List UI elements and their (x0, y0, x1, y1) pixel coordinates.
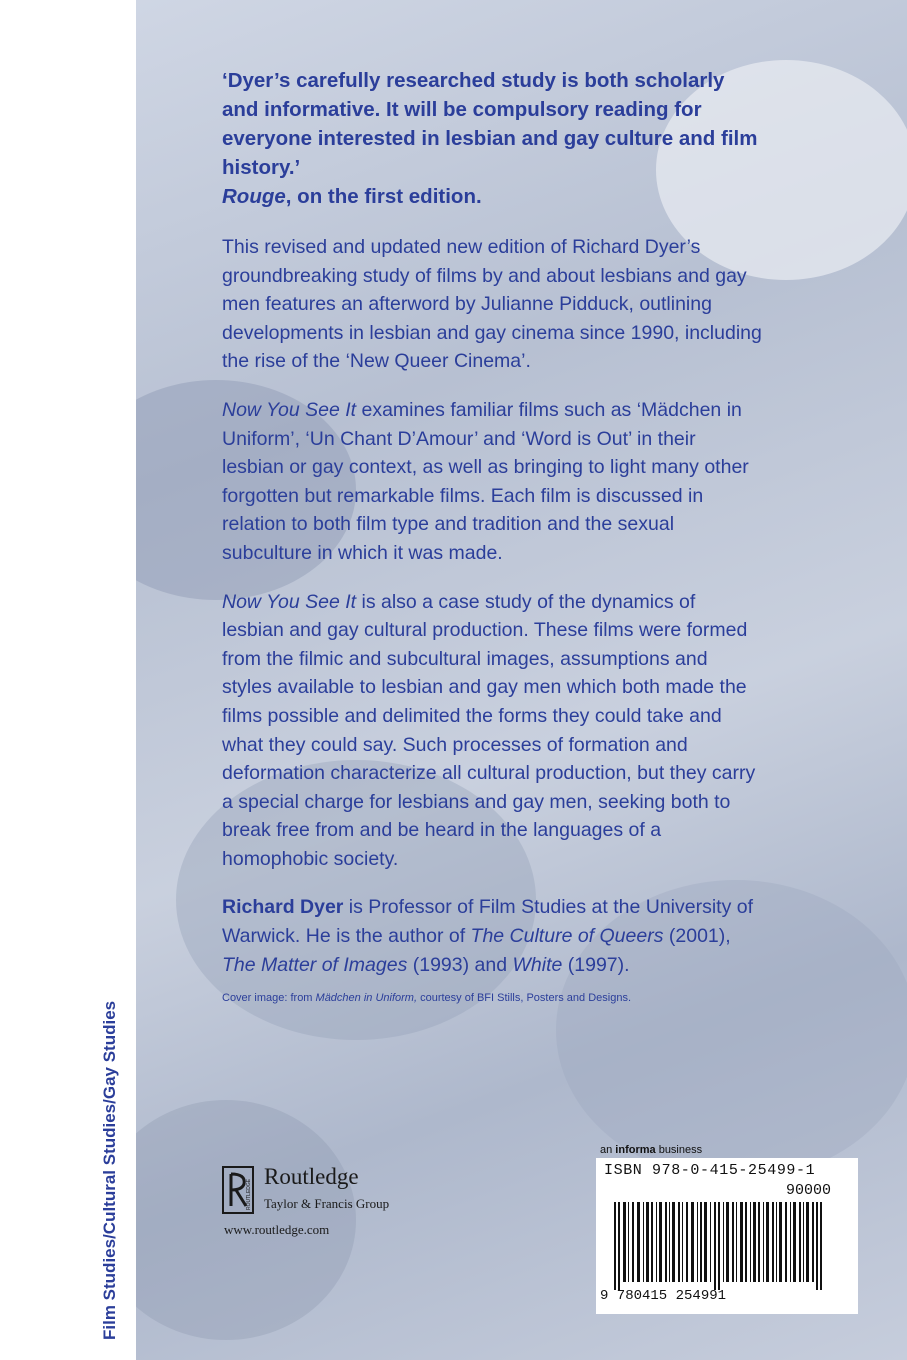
paragraph-text: is also a case study of the dynamics of lesbian and gay cultural production. These films were formed from the filmic and subcultural images, assumptions and styles available to lesbian and gay men which both made the films possible and delimited the forms they could take and what they could say. Such processes of formation and deformation characterize all cultural production, but they carry a special charge for lesbians and gay men, seeking both to break free from and be heard in the languages of a homophobic society. (222, 590, 756, 870)
description-paragraph-1: This revised and updated new edition of Richard Dyer’s groundbreaking study of films by and about lesbians and gay men features an afterword by Julianne Pidduck, outlining developments in lesbian and gay cinema since 1990, including the rise of the ‘New Queer Cinema’. (222, 236, 762, 373)
credit-film-title: Mädchen in Uniform, (315, 992, 418, 1005)
bio-text: is Professor of Film Studies at the University of Warwick. He is the author of (222, 896, 754, 948)
spine-strip (0, 0, 136, 1360)
barcode-digits: 9 780415 254991 (600, 1288, 727, 1304)
review-quote (222, 66, 762, 211)
book-title: Now You See It (222, 398, 357, 421)
informa-tagline (600, 1144, 702, 1156)
barcode-icon (602, 1202, 852, 1290)
author-name: Richard Dyer (222, 896, 344, 919)
bio-text: (2001), (663, 925, 731, 948)
price-code: 90000 (786, 1182, 832, 1199)
informa-brand: informa (615, 1144, 656, 1156)
publisher-url: www.routledge.com (224, 1222, 330, 1237)
bio-text: (1993) and (407, 953, 513, 976)
publisher-block (222, 1162, 462, 1242)
isbn-number: ISBN 978-0-415-25499-1 (604, 1162, 816, 1179)
logo-text: ROUTLEDGE (246, 1178, 252, 1210)
quote-source-title: Rouge (222, 185, 286, 208)
paragraph-text: examines familiar films such as ‘Mädchen in Uniform’, ‘Un Chant D’Amour’ and ‘Word is Out’ in their lesbian or gay context, as well as bringing to light many other forgotten but remarkable films. Each film is discussed in relation to both film type and tradition and the sexual subculture in which it was made. (222, 398, 749, 564)
cover-image-credit (222, 991, 762, 1005)
bio-text: (1997). (562, 953, 630, 976)
description-paragraph-2 (222, 396, 762, 568)
author-book-title: The Matter of Images (222, 953, 408, 976)
credit-text: courtesy of BFI Stills, Posters and Designs. (417, 992, 632, 1005)
publisher-group: Taylor & Francis Group (264, 1196, 390, 1211)
book-title: Now You See It (222, 590, 357, 613)
credit-text: Cover image: from (222, 992, 316, 1005)
publisher-name: Routledge (264, 1164, 359, 1189)
back-cover-text (222, 66, 762, 1005)
description-paragraph-3 (222, 588, 762, 874)
author-book-title: The Culture of Queers (470, 925, 664, 948)
quote-source-rest: , on the first edition. (285, 185, 482, 208)
quote-text: ‘Dyer’s carefully researched study is both scholarly and informative. It will be compulsory reading for everyone interested in lesbian and gay culture and film history.’ (222, 69, 758, 179)
informa-text: an (600, 1144, 616, 1156)
barcode-panel (596, 1158, 858, 1314)
routledge-logo-icon (222, 1166, 254, 1214)
informa-text: business (655, 1144, 703, 1156)
subject-category-label: Film Studies/Cultural Studies/Gay Studies (100, 1000, 119, 1340)
author-bio (222, 893, 762, 979)
author-book-title: White (512, 953, 563, 976)
